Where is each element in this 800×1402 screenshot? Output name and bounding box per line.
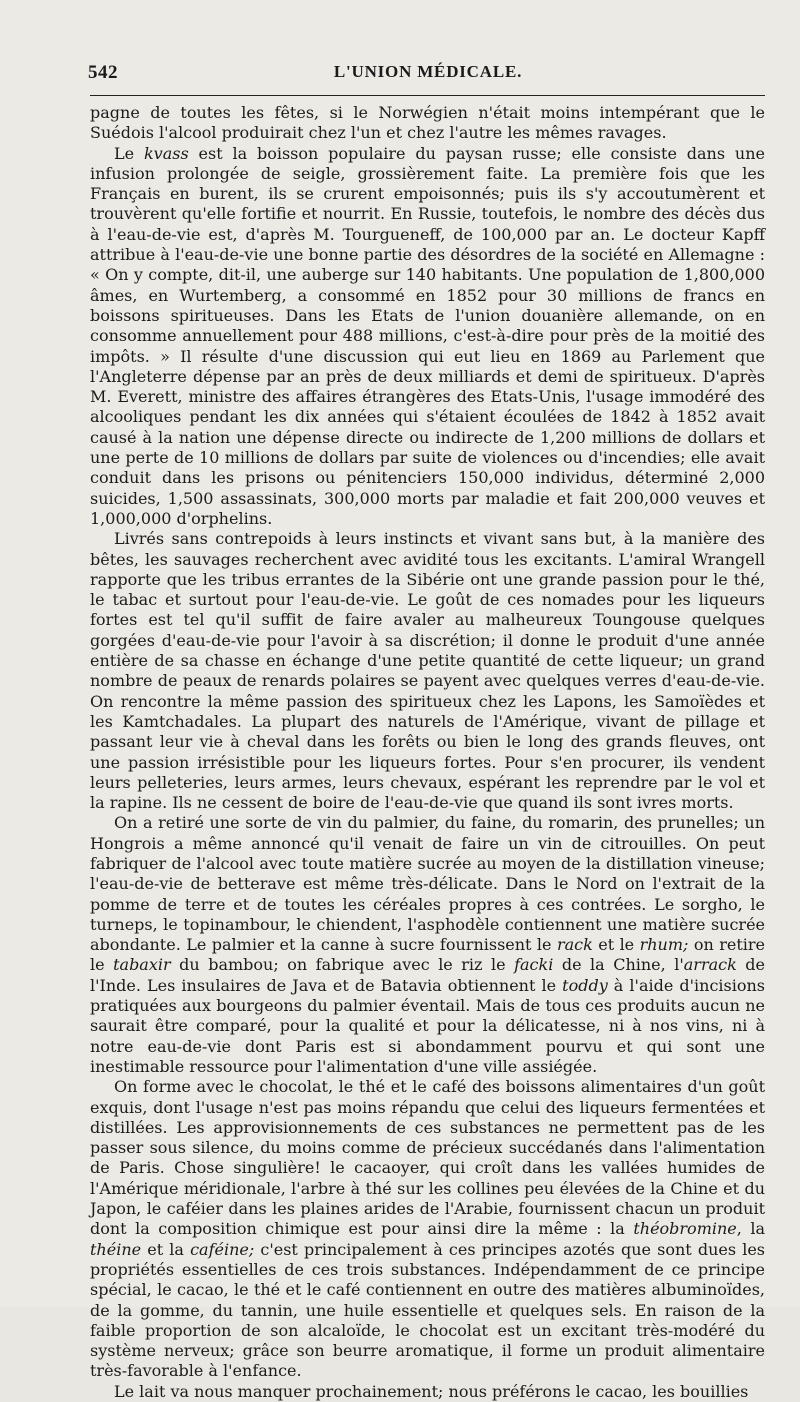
text-run: Livrés sans contrepoids à leurs instincts et vivant sans but, à la manière des bêtes, les sauvages recherchent avec avidité tous les excitants. L'amiral Wrangell rapporte que les tribus errantes de la Sibérie ont une grande passion pour le thé, le tabac et surtout pour l'eau-de-vie. Le goût de ces nomades pour les liqueurs fortes est tel qu'il suffit de faire avaler au malheureux Toungouse quelques gorgées d'eau-de-vie pour l'avoir à sa discrétion; il donne le produit d'une année entière de sa chasse en échange d'une petite quantité de cette liqueur; un grand nombre de peaux de renards polaires se payent avec quelques verres d'eau-de-vie. On rencontre la même passion des spiritueux chez les Lapons, les Samoïèdes et les Kamtchadales. La plupart des naturels de l'Amérique, vivant de pillage et passant leur vie à cheval dans les forêts ou bien le long des grands fleuves, ont une passion irrésistible pour les liqueurs fortes. Pour s'en procurer, ils vendent leurs pelleteries, leurs armes, leurs chevaux, espérant les reprendre par le vol et la rapine. Ils ne cessent de boire de l'eau-de-vie que quand ils sont ivres morts. xyxy=(90,529,765,813)
italic-term: caféine; xyxy=(190,1239,255,1259)
paragraph xyxy=(90,103,765,144)
paragraph xyxy=(90,1382,765,1402)
text-run: On forme avec le chocolat, le thé et le café des boissons alimentaires d'un goût exquis, dont l'usage n'est pas moins répandu que celui des liqueurs fermentées et distillées. Les approvisionnements de ces substances ne permettent pas de les passer sous silence, du moins comme de précieux succédanés dans l'alimentation de Paris. Chose singulière! le cacaoyer, qui croît dans les vallées humides de l'Amérique méridionale, l'arbre à thé sur les collines peu élevées de la Chine et du Japon, le caféier dans les plaines arides de l'Arabie, fournissent chacun un produit dont la composition chimique est pour ainsi dire la même : la xyxy=(90,1077,765,1239)
running-title: L'UNION MÉDICALE. xyxy=(333,62,523,81)
paragraph xyxy=(90,1077,765,1381)
italic-term: rhum; xyxy=(639,935,689,955)
text-run: Le xyxy=(114,143,144,163)
italic-term: kvass xyxy=(143,143,189,163)
text-run: et le xyxy=(592,935,640,955)
text-run: de la Chine, l' xyxy=(553,955,684,975)
paragraph xyxy=(90,813,765,1077)
text-run: à l'aide d'incisions pratiquées aux bourgeons du palmier éventail. Mais de tous ces produits aucun ne saurait être comparé, pour la qualité et pour la délicatesse, ni à nos vins, ni à notre eau-de-vie dont Paris est si abondamment pourvu et qui sont une inestimable ressource pour l'alimentation d'une ville assiégée. xyxy=(90,975,765,1076)
italic-term: arrack xyxy=(683,955,737,975)
body-text xyxy=(90,103,765,1402)
paragraph xyxy=(90,144,765,530)
text-run: , la xyxy=(736,1219,766,1239)
italic-term: rack xyxy=(556,935,593,955)
header-rule xyxy=(90,95,765,96)
text-run: et la xyxy=(141,1239,191,1259)
text-run: c'est principalement à ces principes azotés que sont dues les propriétés essentielles de ces trois substances. Indépendamment de ce principe spécial, le cacao, le thé et le café contiennent en outre des matières albuminoïdes, de la gomme, du tannin, une huile essentielle et quelques sels. En raison de la faible proportion de son alcaloïde, le chocolat est un excitant très-modéré du système nerveux; grâce son beurre aromatique, il forme un produit alimentaire très-favorable à l'enfance. xyxy=(90,1239,766,1381)
text-run: on retire le xyxy=(90,935,766,975)
italic-term: tabaxir xyxy=(113,955,171,975)
italic-term: théine xyxy=(90,1239,142,1259)
text-run: du bambou; on fabrique avec le riz le xyxy=(170,955,515,975)
paragraph xyxy=(90,529,765,813)
text-run: On a retiré une sorte de vin du palmier, du faine, du romarin, des prunelles; un Hongrois a même annoncé qu'il venait de faire un vin de citrouilles. On peut fabriquer de l'alcool avec toute matière sucrée au moyen de la distillation vineuse; l'eau-de-vie de betterave est même très-délicate. Dans le Nord on l'extrait de la pomme de terre et de toutes les céréales propres à ces contrées. Le sorgho, le turneps, le topinambour, le chiendent, l'asphodèle contiennent une matière sucrée abondante. Le palmier et la canne à sucre fournissent le xyxy=(90,813,765,955)
page-header xyxy=(88,62,768,86)
text-run: est la boisson populaire du paysan russe; elle consiste dans une infusion prolongée de seigle, grossièrement faite. La première fois que les Français en burent, ils se crurent empoisonnés; puis ils s'y accoutumèrent et trouvèrent qu'elle fortifie et nourrit. En Russie, toutefois, le nombre des décès dus à l'eau-de-vie est, d'après M. Tourgueneff, de 100,000 par an. Le docteur Kapff attribue à l'eau-de-vie une bonne partie des désordres de la société en Allemagne : « On y compte, dit-il, une auberge sur 140 habitants. Une population de 1,800,000 âmes, en Wurtemberg, a consommé en 1852 pour 30 millions de francs en boissons spiritueuses. Dans les Etats de l'union douanière allemande, on en consomme annuellement pour 488 millions, c'est-à-dire pour près de la moitié des impôts. » Il résulte d'une discussion qui eut lieu en 1869 au Parlement que l'Angleterre dépense par an près de deux milliards et demi de spiritueux. D'après M. Everett, ministre des affaires étrangères des Etats-Unis, l'usage immodéré des alcooliques pendant les dix années qui s'étaient écoulées de 1842 à 1852 avait causé à la nation une dépense directe ou indirecte de 1,200 millions de dollars et une perte de 10 millions de dollars par suite de violences ou d'incendies; elle avait conduit dans les prisons ou pénitenciers 150,000 individus, déterminé 2,000 suicides, 1,500 assassinats, 300,000 morts par maladie et fait 200,000 veuves et 1,000,000 d'orphelins. xyxy=(90,143,765,528)
italic-term: théobromine xyxy=(633,1219,737,1239)
italic-term: toddy xyxy=(562,975,608,995)
text-run: de l'Inde. Les insulaires de Java et de Batavia obtiennent le xyxy=(90,955,765,995)
italic-term: facki xyxy=(514,955,554,975)
page-number: 542 xyxy=(88,62,118,83)
text-run: pagne de toutes les fêtes, si le Norwégien n'était moins intempérant que le Suédois l'alcool produirait chez l'un et chez l'autre les mêmes ravages. xyxy=(90,103,765,143)
text-run: Le lait va nous manquer prochainement; nous préférons le cacao, les bouillies xyxy=(114,1381,749,1401)
